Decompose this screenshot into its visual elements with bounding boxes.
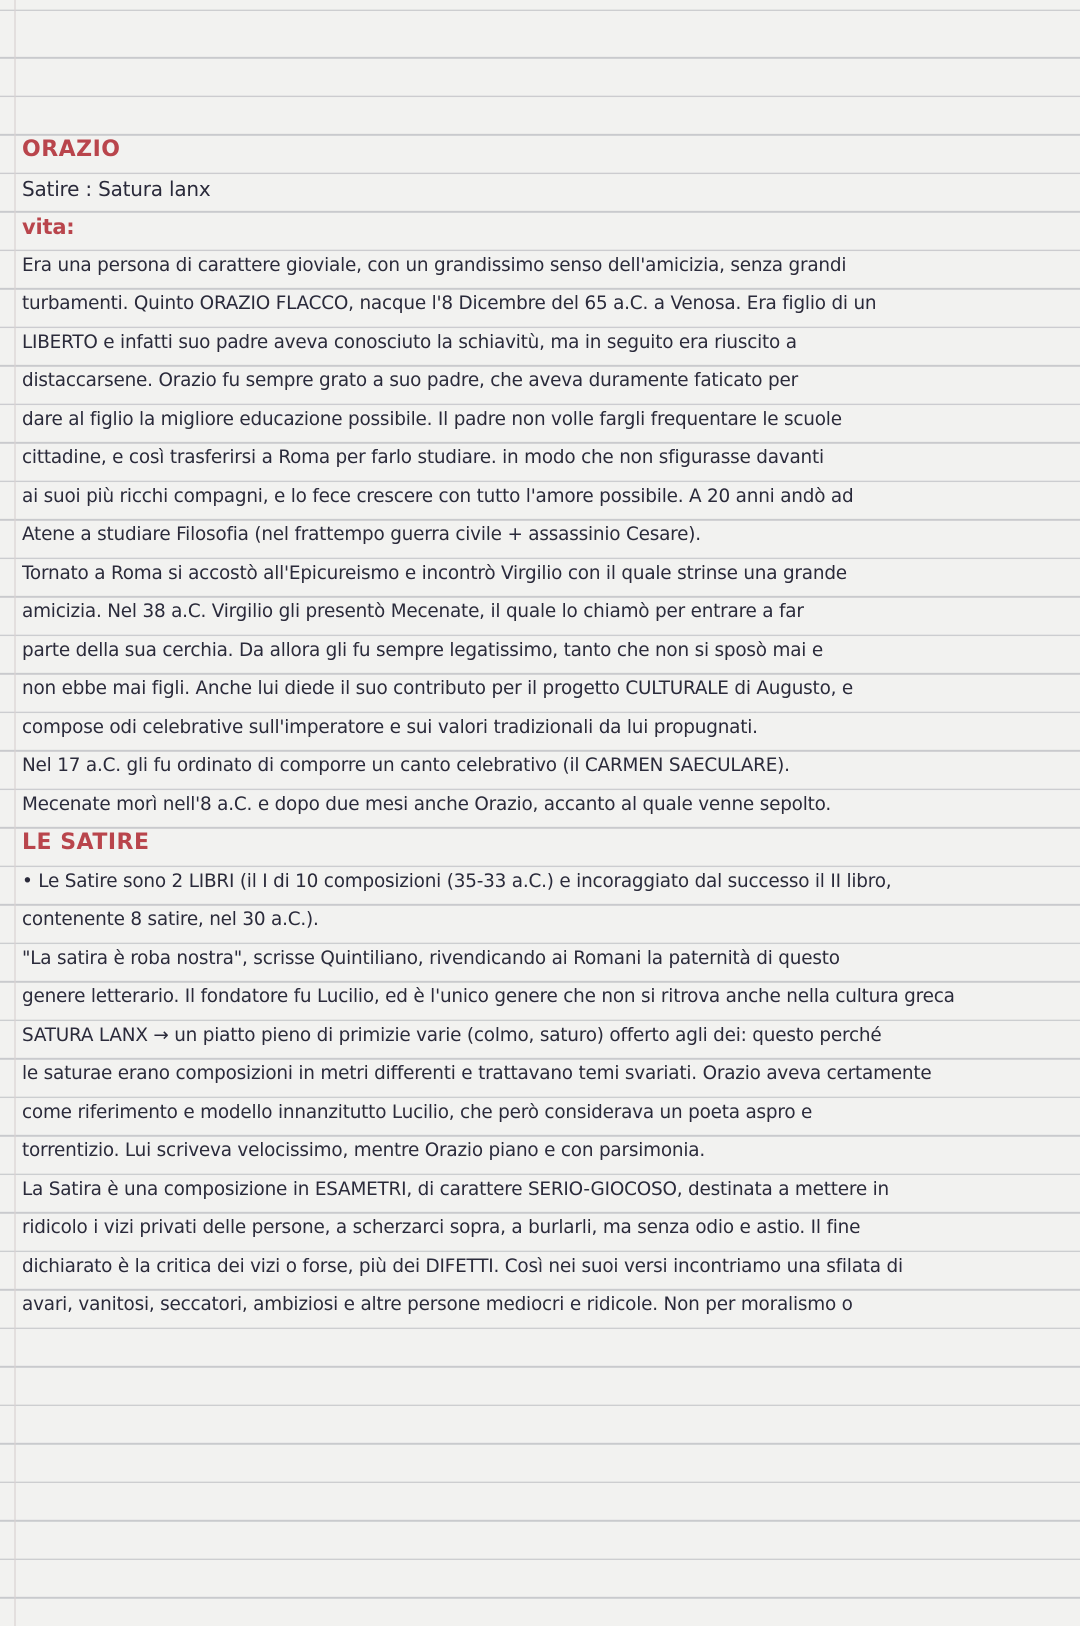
text-line: amicizia. Nel 38 a.C. Virgilio gli presentò Mecenate, il quale lo chiamò per entrare a far <box>22 601 804 622</box>
text-line: cittadine, e così trasferirsi a Roma per farlo studiare. in modo che non sfigurasse davanti <box>22 447 824 468</box>
text-line: dichiarato è la critica dei vizi o forse, più dei DIFETTI. Così nei suoi versi incontriamo una sfilata di <box>22 1255 903 1277</box>
page-title: ORAZIO <box>22 137 121 162</box>
text-line: come riferimento e modello innanzitutto Lucilio, che però considerava un poeta aspro e <box>22 1101 813 1123</box>
text-line: ai suoi più ricchi compagni, e lo fece crescere con tutto l'amore possibile. A 20 anni andò ad <box>22 485 854 507</box>
margin-line <box>14 0 16 1626</box>
text-line: "La satira è roba nostra", scrisse Quintiliano, rivendicando ai Romani la paternità di questo <box>22 947 840 969</box>
text-line: LIBERTO e infatti suo padre aveva conosciuto la schiavitù, ma in seguito era riuscito a <box>22 331 797 353</box>
text-line: torrentizio. Lui scriveva velocissimo, mentre Orazio piano e con parsimonia. <box>22 1140 705 1161</box>
section-heading-vita: vita: <box>22 215 75 239</box>
text-line: Era una persona di carattere gioviale, con un grandissimo senso dell'amicizia, senza grandi <box>22 254 847 276</box>
text-line: • Le Satire sono 2 LIBRI (il I di 10 composizioni (35-33 a.C.) e incoraggiato dal successo il II libro, <box>22 870 892 892</box>
text-line: Atene a studiare Filosofia (nel frattempo guerra civile + assassinio Cesare). <box>22 524 701 545</box>
text-line: Mecenate morì nell'8 a.C. e dopo due mesi anche Orazio, accanto al quale venne sepolto. <box>22 793 832 815</box>
notes-content <box>22 131 1074 1325</box>
text-line: genere letterario. Il fondatore fu Lucilio, ed è l'unico genere che non si ritrova anche nella cultura greca <box>22 986 955 1007</box>
text-line: parte della sua cerchia. Da allora gli fu sempre legatissimo, tanto che non si sposò mai e <box>22 639 823 661</box>
text-line: dare al figlio la migliore educazione possibile. Il padre non volle fargli frequentare le scuole <box>22 408 842 430</box>
section-heading-satire: LE SATIRE <box>22 830 150 855</box>
text-line: contenente 8 satire, nel 30 a.C.). <box>22 909 319 930</box>
text-line: distaccarsene. Orazio fu sempre grato a suo padre, che aveva duramente faticato per <box>22 370 798 391</box>
text-line: avari, vanitosi, seccatori, ambiziosi e altre persone mediocri e ridicole. Non per moralismo o <box>22 1294 853 1315</box>
text-line: Tornato a Roma si accostò all'Epicureismo e incontrò Virgilio con il quale strinse una grande <box>22 562 847 584</box>
text-line: SATURA LANX → un piatto pieno di primizie varie (colmo, saturo) offerto agli dei: questo perché <box>22 1024 882 1046</box>
subtitle: Satire : Satura lanx <box>22 176 211 201</box>
text-line: turbamenti. Quinto ORAZIO FLACCO, nacque l'8 Dicembre del 65 a.C. a Venosa. Era figlio di un <box>22 293 877 314</box>
text-line: Nel 17 a.C. gli fu ordinato di comporre un canto celebrativo (il CARMEN SAECULARE). <box>22 755 790 776</box>
text-line: compose odi celebrative sull'imperatore e sui valori tradizionali da lui propugnati. <box>22 716 758 738</box>
text-line: le saturae erano composizioni in metri differenti e trattavano temi svariati. Orazio aveva certamente <box>22 1063 932 1084</box>
text-line: La Satira è una composizione in ESAMETRI, di carattere SERIO-GIOCOSO, destinata a mettere in <box>22 1178 889 1200</box>
text-line: ridicolo i vizi privati delle persone, a scherzarci sopra, a burlarli, ma senza odio e astio. Il fine <box>22 1217 861 1238</box>
text-line: non ebbe mai figli. Anche lui diede il suo contributo per il progetto CULTURALE di Augusto, e <box>22 678 854 699</box>
